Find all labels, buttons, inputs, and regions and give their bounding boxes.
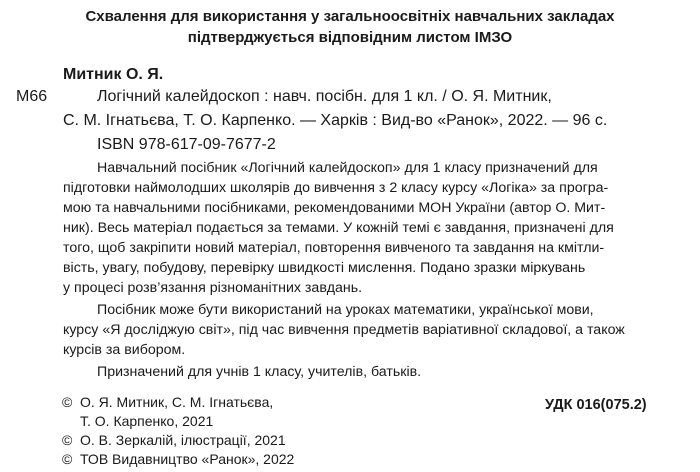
annotation-line: підготовки наймолодших школярів до вивчення з 2 класу курсу «Логіка» за програ- — [63, 180, 609, 196]
annotation-line: Призначений для учнів 1 класу, учителів, батьків. — [97, 364, 422, 380]
annotation-line: ник). Весь матеріал подається за темами. У кожній темі є завдання, призначені для — [63, 220, 614, 236]
copyright-illustrations: О. В. Зеркалій, ілюстрації, 2021 — [80, 432, 286, 448]
annotation-line: курсу «Я досліджую світ», під час вивчення предметів варіативної складової, а також — [63, 322, 625, 338]
copyright-icon: © — [62, 432, 73, 448]
annotation-line: вість, увагу, побудову, перевірку швидкості мислення. Подано зразки міркувань — [63, 260, 586, 276]
author-heading: Митник О. Я. — [63, 66, 164, 83]
udk-code: УДК 016(075.2) — [545, 397, 647, 413]
annotation-line: курсів за вибором. — [63, 342, 186, 358]
copyright-authors-line-1: О. Я. Митник, С. М. Ігнатьєва, — [80, 394, 274, 410]
copyright-icon: © — [62, 451, 73, 467]
copyright-publisher: ТОВ Видавництво «Ранок», 2022 — [80, 451, 295, 467]
isbn: ISBN 978-617-09-7677-2 — [97, 136, 276, 153]
bibliographic-line-2: С. М. Ігнатьєва, Т. О. Карпенко. — Харків : Вид-во «Ранок», 2022. — 96 с. — [63, 112, 608, 129]
approval-line-1: Схвалення для використання у загальноосвітніх навчальних закладах — [85, 8, 615, 25]
annotation-line: того, щоб закріпити новий матеріал, повторення вивченого та завдання на кмітли- — [63, 240, 605, 256]
annotation-line: у процесі розв’язання різноманітних завдань. — [63, 280, 363, 296]
copyright-icon: © — [62, 394, 73, 410]
copyright-authors-line-2: Т. О. Карпенко, 2021 — [80, 413, 214, 429]
catalog-code: М66 — [16, 88, 48, 105]
annotation-line: мою та навчальними посібниками, рекомендованими МОН України (автор О. Мит- — [63, 200, 606, 216]
annotation-line: Посібник може бути використаний на уроках математики, української мови, — [97, 302, 594, 318]
annotation-line: Навчальний посібник «Логічний калейдоскоп» для 1 класу призначений для — [97, 160, 598, 176]
approval-line-2: підтверджується відповідним листом ІМЗО — [187, 29, 513, 46]
bibliographic-line-1: Логічний калейдоскоп : навч. посібн. для 1 кл. / О. Я. Митник, — [97, 88, 552, 105]
